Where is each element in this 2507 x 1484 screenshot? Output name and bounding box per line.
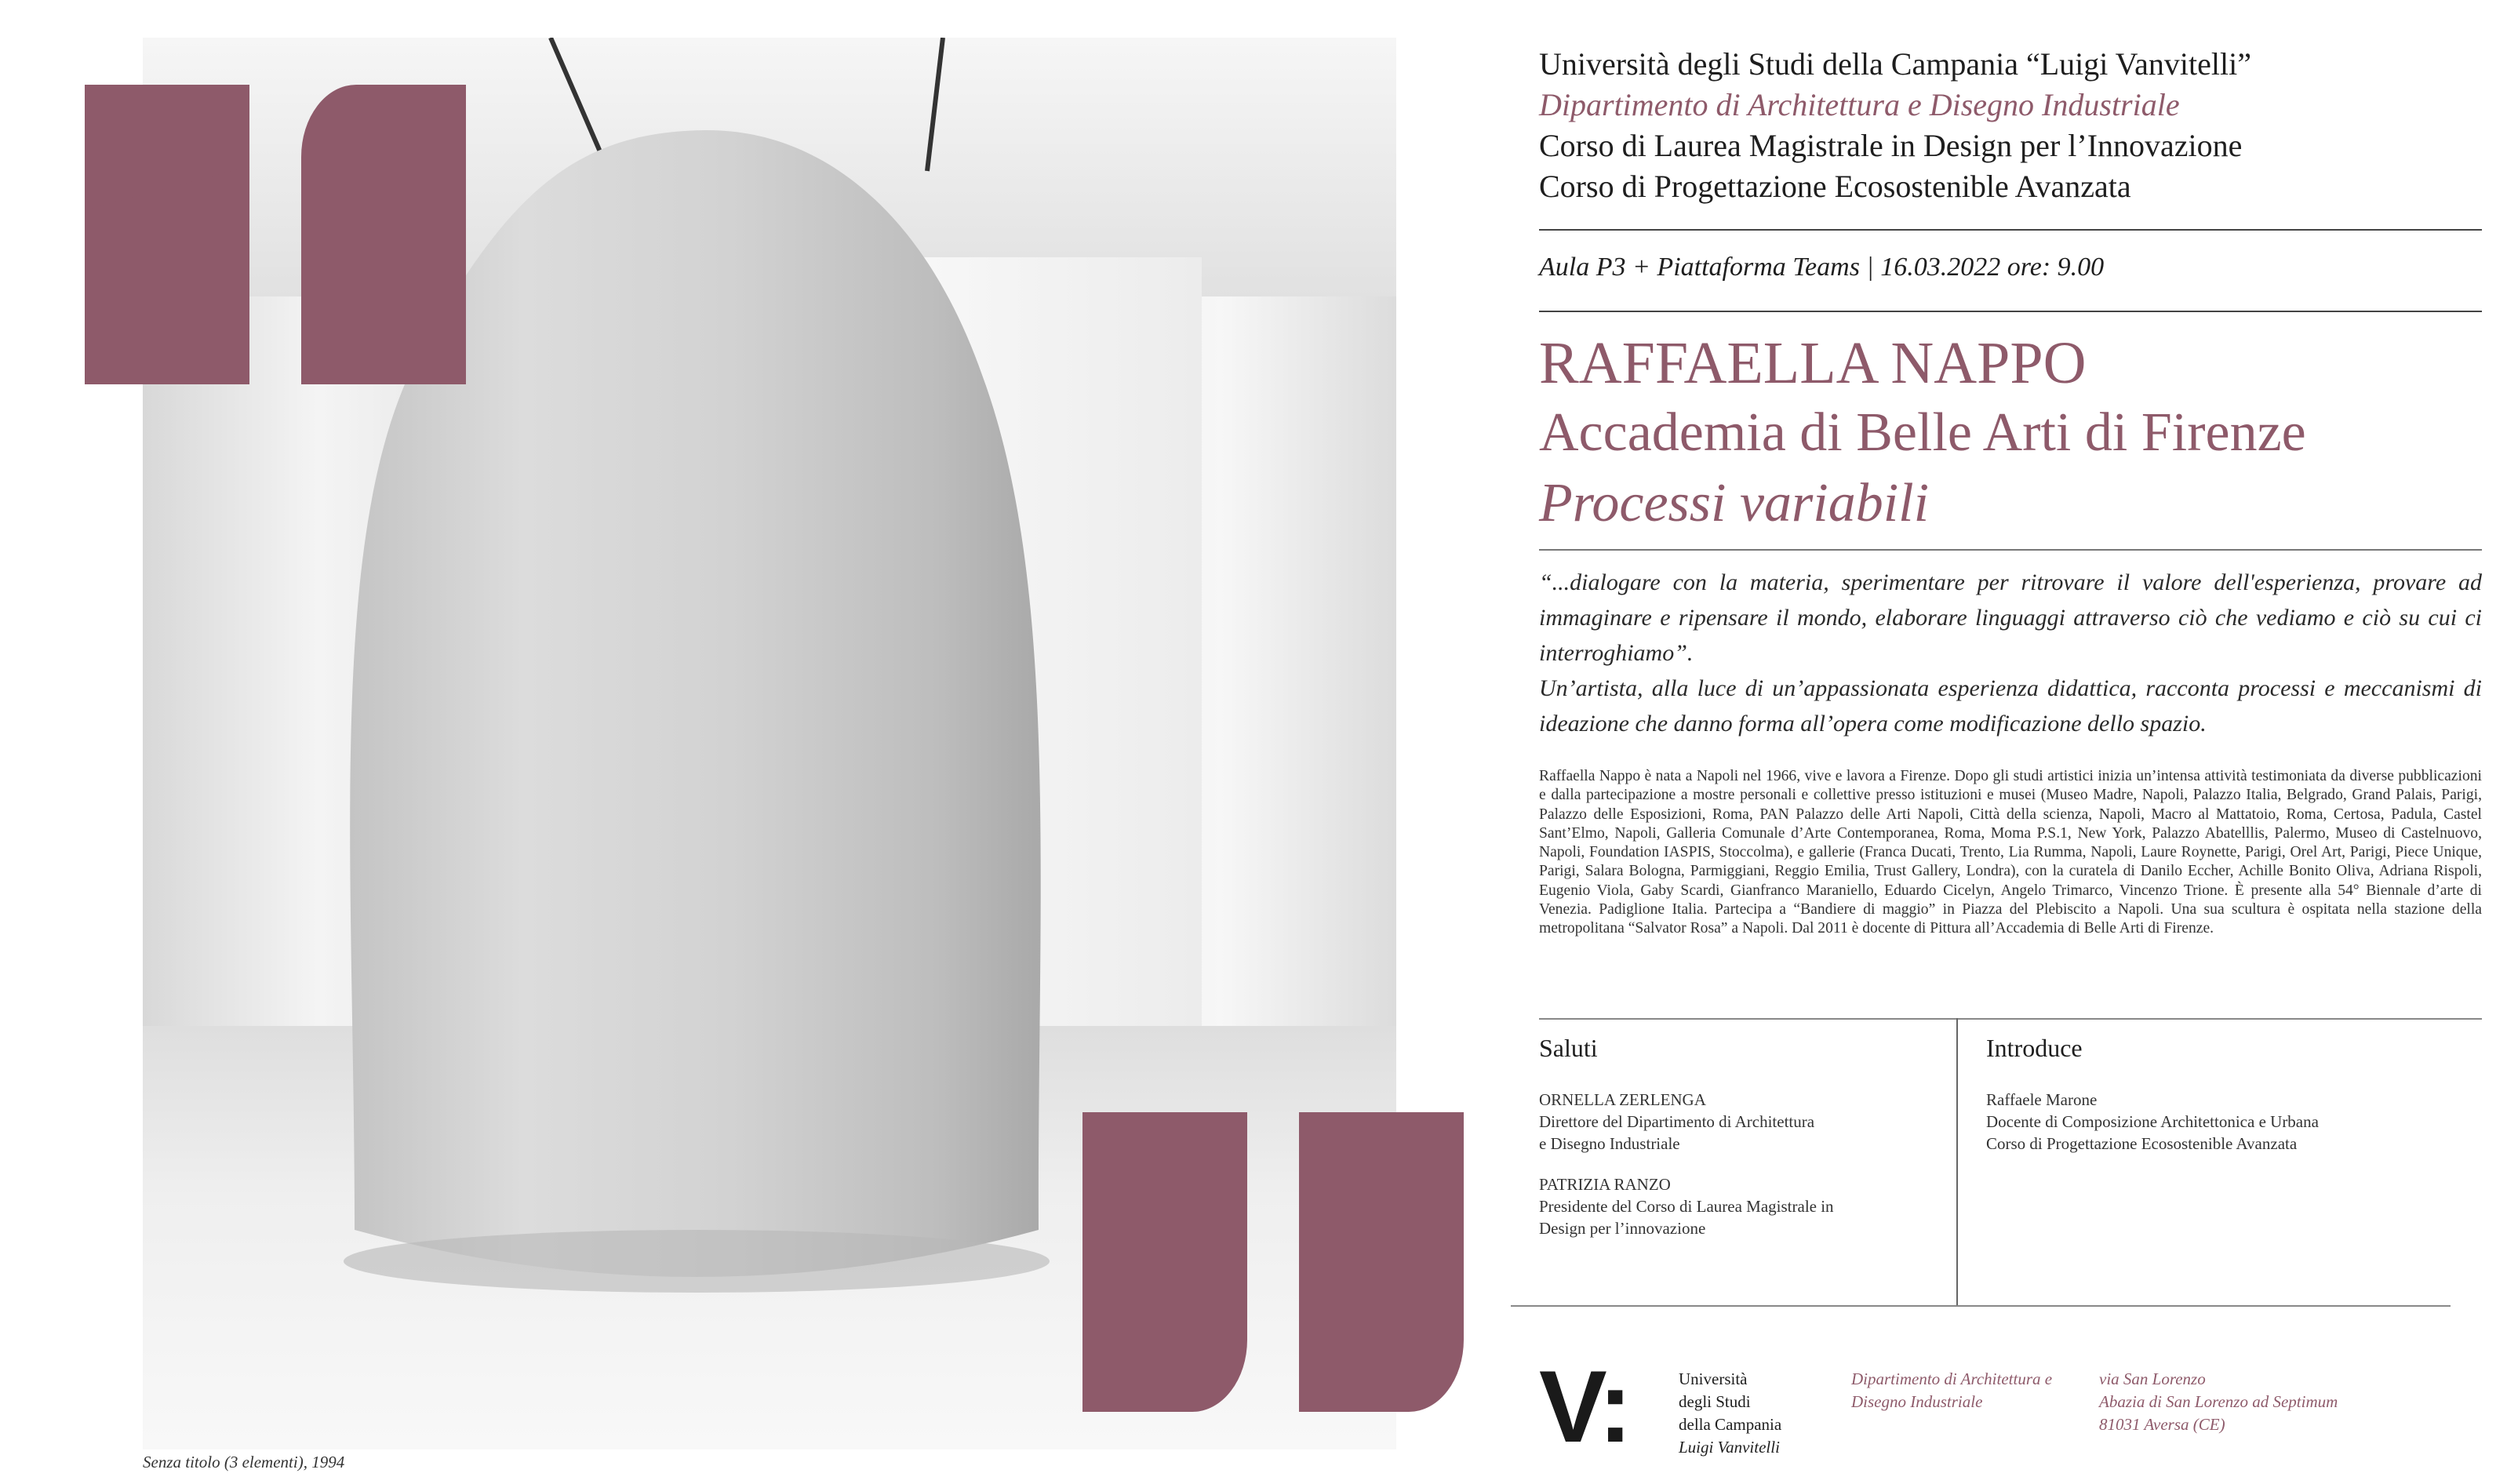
divider bbox=[1539, 549, 2482, 551]
logo-line: della Campania bbox=[1679, 1415, 1782, 1434]
department-name: Dipartimento di Architettura e Disegno Industriale bbox=[1539, 87, 2180, 122]
close-quote-icon bbox=[1082, 1112, 1464, 1412]
talk-title: Processi variabili bbox=[1539, 473, 1930, 533]
saluti-person bbox=[1539, 1089, 1931, 1155]
divider bbox=[1539, 229, 2482, 231]
column-divider bbox=[1956, 1018, 1958, 1305]
person-role: Corso di Progettazione Ecosostenible Avanzata bbox=[1986, 1134, 2298, 1153]
university-logo-icon: V: bbox=[1539, 1349, 1629, 1464]
saluti-heading: Saluti bbox=[1539, 1034, 1598, 1062]
person-role: Presidente del Corso di Laurea Magistrale in bbox=[1539, 1197, 1834, 1216]
abstract-quote bbox=[1539, 565, 2482, 741]
divider bbox=[1539, 311, 2482, 312]
introduce-person bbox=[1986, 1089, 2457, 1155]
photo-caption: Senza titolo (3 elementi), 1994 bbox=[143, 1453, 345, 1471]
logo-line: Università bbox=[1679, 1369, 1748, 1388]
university-name: Università degli Studi della Campania “Luigi Vanvitelli” bbox=[1539, 46, 2251, 82]
person-name: ORNELLA ZERLENGA bbox=[1539, 1090, 1706, 1109]
footer-address-line: 81031 Aversa (CE) bbox=[2099, 1415, 2225, 1434]
event-info: Aula P3 + Piattaforma Teams | 16.03.2022 ore: 9.00 bbox=[1539, 253, 2105, 282]
person-role: Direttore del Dipartimento di Architettura bbox=[1539, 1112, 1815, 1131]
open-quote-icon bbox=[85, 85, 466, 384]
footer-address bbox=[2099, 1368, 2338, 1436]
divider bbox=[1539, 1018, 2482, 1020]
abstract-description: Un’artista, alla luce di un’appassionata esperienza didattica, racconta processi e meccanismi di ideazione che danno forma all’opera come modificazione dello spazio. bbox=[1539, 675, 2482, 737]
abstract-quote-text: “...dialogare con la materia, sperimentare per ritrovare il valore dell'esperienza, provare ad immaginare e ripensare il mondo, elaborare linguaggi attraverso ciò che vediamo e ciò su cui ci interroghiamo”. bbox=[1539, 569, 2482, 666]
footer-dept-line: Disegno Industriale bbox=[1851, 1392, 1983, 1411]
speaker-institution: Accademia di Belle Arti di Firenze bbox=[1539, 402, 2306, 463]
logo-line: degli Studi bbox=[1679, 1392, 1751, 1411]
person-name: PATRIZIA RANZO bbox=[1539, 1175, 1671, 1194]
person-role: e Disegno Industriale bbox=[1539, 1134, 1680, 1153]
speaker-bio: Raffaella Nappo è nata a Napoli nel 1966, vive e lavora a Firenze. Dopo gli studi artistici inizia un’intensa attività testimoniata da diverse pubblicazioni e dalla partecipazione a mostre personali e collettive presso istituzioni e musei (Museo Madre, Napoli, Palazzo Italia, Belgrado, Grand Palais, Parigi, Palazzo delle Esposizioni, Roma, PAN Palazzo delle Arti Napoli, Città della scienza, Napoli, Macro al Mattatoio, Roma, Certosa, Padula, Castel Sant’Elmo, Napoli, Galleria Comunale d’Arte Contemporanea, Roma, Moma P.S.1, New York, Palazzo Abatelllis, Palermo, Museo di Castelnuovo, Napoli, Foundation IASPIS, Stoccolma), e gallerie (Franca Ducati, Trento, Lia Rumma, Napoli, Laure Roynette, Parigi, Orel Art, Parigi, Piece Unique, Parigi, Salara Bologna, Parmiggiani, Reggio Emilia, Trust Gallery, Londra), con la curatela di Danilo Eccher, Achille Bonito Oliva, Adriana Rispoli, Eugenio Viola, Gaby Scardi, Gianfranco Maraniello, Eduardo Cicelyn, Angelo Trimarco, Vincenzo Trione. È presente alla 54° Biennale d’arte di Venezia. Padiglione Italia. Partecipa a “Bandiere di maggio” in Piazza del Plebiscito a Napoli. Una sua scultura è ospitata nella stazione della metropolitana “Salvator Rosa” a Napoli. Dal 2011 è docente di Pittura all’Accademia di Belle Arti di Firenze. bbox=[1539, 768, 2482, 937]
footer-address-line: via San Lorenzo bbox=[2099, 1369, 2206, 1388]
degree-name: Corso di Laurea Magistrale in Design per l’Innovazione bbox=[1539, 128, 2243, 163]
speaker-name: RAFFAELLA NAPPO bbox=[1539, 330, 2087, 396]
university-logo-text bbox=[1679, 1368, 1781, 1459]
divider bbox=[1511, 1305, 2451, 1307]
logo-line: Luigi Vanvitelli bbox=[1679, 1438, 1780, 1457]
introduce-heading: Introduce bbox=[1986, 1034, 2083, 1062]
saluti-person bbox=[1539, 1173, 1931, 1239]
person-role: Design per l’innovazione bbox=[1539, 1219, 1706, 1238]
person-name: Raffaele Marone bbox=[1986, 1090, 2098, 1109]
person-role: Docente di Composizione Architettonica e Urbana bbox=[1986, 1112, 2319, 1131]
footer-address-line: Abazia di San Lorenzo ad Septimum bbox=[2099, 1392, 2338, 1411]
footer-dept-line: Dipartimento di Architettura e bbox=[1851, 1369, 2053, 1388]
course-name: Corso di Progettazione Ecosostenible Avanzata bbox=[1539, 169, 2131, 204]
event-header bbox=[1539, 44, 2251, 207]
footer-department bbox=[1851, 1368, 2052, 1413]
